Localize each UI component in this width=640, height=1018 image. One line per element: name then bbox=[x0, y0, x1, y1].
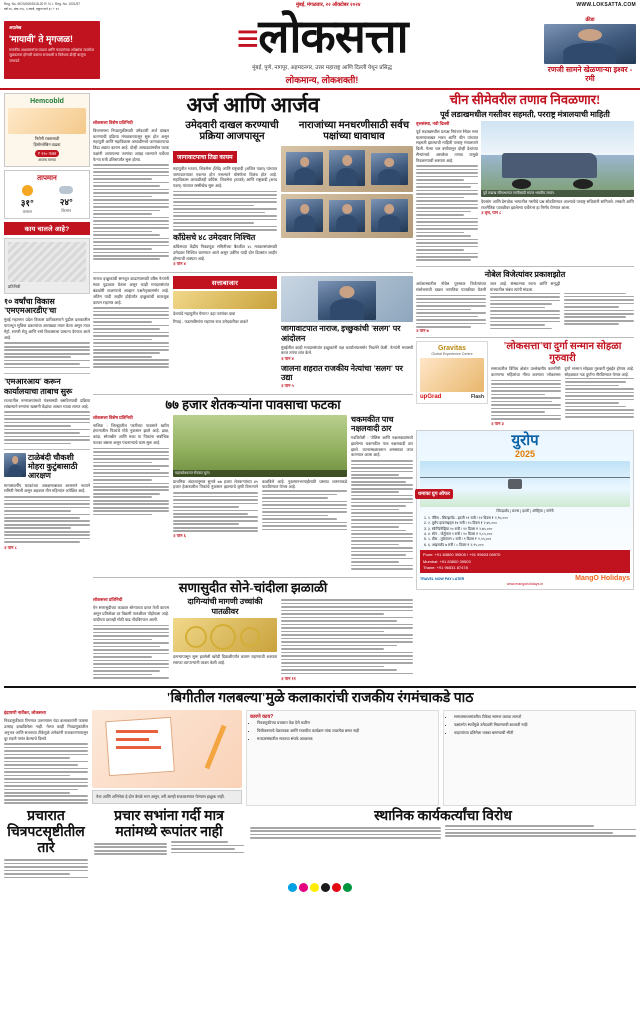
bottom-filler bbox=[4, 743, 88, 804]
weather-high-label: कमाल bbox=[22, 209, 32, 215]
farmer-text-col bbox=[93, 415, 169, 572]
lead-photo-bottom bbox=[281, 194, 413, 238]
gold-body-2: दसऱ्यापासून सुरू झालेली खरेदी दिवाळीपर्यंत कायम राहण्याची शक्यता सराफा व्यापाऱ्यांनी व्यक्त केली आहे. bbox=[173, 653, 277, 665]
durga-headline: 'लोकसत्ता'चा दुर्गा सन्मान सोहळा गुरुवारी bbox=[503, 341, 622, 364]
editorial-body: राजकीय आश्वासनांचा पाऊस आणि मतदारांच्या अपेक्षांचा ताळमेळ जुळवताना होणारी कसरत सत्ताधारी व विरोधक दोन्ही बाजूंना जाणवते. bbox=[9, 48, 94, 63]
left-story-3-filler bbox=[4, 496, 90, 543]
bullet-item: • चाहत्यांच्या प्रतिमेला धक्का बसण्याची भीती bbox=[454, 730, 632, 736]
lead-box-1-body: महायुतीत भाजप, शिवसेना (शिंदे) आणि राष्ट्रवादी (अजित पवार) यांच्यात जागावाटपावर एकमत होत नसल्याने घोषणेला विलंब होत आहे. महाविकास आघाडीतही काँग्रेस, शिवसेना (ठाकरे) आणि राष्ट्रवादी (शरद पवार) यांच्यात रस्सीखेच सुरू आहे. bbox=[173, 165, 277, 189]
page-body bbox=[0, 90, 640, 682]
bottom-sub-right-title: स्थानिक कार्यकर्त्यांचा विरोध bbox=[374, 808, 512, 824]
sattabazar-title: सत्ताबाजार bbox=[173, 276, 277, 289]
china-photo-caption: पूर्व लडाख सीमाभागात गस्तीसाठी सज्ज भारतीय जवान. bbox=[481, 190, 634, 197]
travel-hero-image bbox=[420, 461, 630, 507]
sattabazar-item-0[interactable]: देशपांडे महायुतीत येणार? दहा जागांवर दावा bbox=[173, 311, 236, 317]
masthead bbox=[0, 12, 640, 90]
sports-photo bbox=[544, 24, 636, 64]
bottom-sub-left-filler bbox=[4, 859, 88, 878]
left-story-1-body: मुंबई महानगर प्रदेश विकास प्राधिकरणाने पुढील दशकातील पायाभूत सुविधा प्रकल्पांचा आराखडा तयार केला असून त्यात मेट्रो, सागरी सेतू आणि रस्ते विकासाला प्राधान्य देण्यात आले आहे. bbox=[4, 317, 90, 340]
bottom-sub-mid-title: प्रचार सभांना गर्दी मात्र मतांमध्ये रूपांतर नाही bbox=[114, 808, 224, 841]
nobel-jump[interactable]: ॥ पान ७ bbox=[416, 328, 429, 334]
issue-line: वर्ष ९७, अंक २९५, ६ रुपये, एकूण पाने ३० + १२ bbox=[4, 6, 59, 11]
gold-text-col bbox=[93, 597, 169, 682]
gold-byline: लोकसत्ता प्रतिनिधी bbox=[93, 597, 123, 603]
china-filler bbox=[416, 165, 478, 261]
cmyk-dot-magenta bbox=[299, 883, 308, 892]
travel-package-item: 5. ५. ग्रीस - तुर्कस्तान ८ रात्री / ९ दिवस ₹ १,५५,००० bbox=[428, 537, 630, 542]
ad-price: ₹ ९९० फक्त bbox=[35, 150, 59, 158]
ad-mango-holidays[interactable] bbox=[416, 430, 634, 591]
jalna-jump[interactable]: ॥ पान ५ bbox=[281, 382, 294, 388]
travel-website[interactable]: www.mangoholidays.in bbox=[506, 582, 544, 587]
farmer-photo-caption: महाबळेश्वरात रोपवाट मुलं। bbox=[173, 470, 347, 477]
farmer-body: नाशिक : जिल्ह्यातील परतीच्या पावसाने खरीप हंगामातील पिकांचे मोठे नुकसान झाले आहे. द्राक्ष, कांदा, सोयाबीन आणि मका या पिकांना सर्वाधिक फटका बसला असून पंचनाम्याचे काम सुरू आहे. bbox=[93, 422, 169, 445]
travel-destinations: स्वित्झर्लंड | फ्रान्स | इटली | ऑस्ट्रिया | जर्मनी bbox=[496, 508, 554, 513]
weather-high bbox=[21, 185, 34, 215]
upgrad-logo: upGrad bbox=[420, 394, 442, 401]
lead-box-1-kicker: जागावाटपाचा तिढा कायम bbox=[173, 151, 237, 163]
china-body-2: देपसांग आणि डेमचोक भागातील गस्तीचे प्रश्न सोडविण्यात आल्याचे परराष्ट्र सचिवांनी सांगितले. लष्करी आणि राजनैतिक पातळीवर झालेल्या चर्चेनंतर हा निर्णय घेण्यात आला. bbox=[481, 198, 634, 210]
travel-package-item: 4. ४. स्पेन - पोर्तुगाल ९ रात्री / १० दिवस ₹ १,८५,००० bbox=[428, 532, 630, 537]
bottom-sub-left[interactable] bbox=[4, 809, 88, 880]
lead-left-body: विधानसभा निवडणुकीसाठी उमेदवारी अर्ज दाखल करण्याची प्रक्रिया मंगळवारपासून सुरू होत असून महायुती आणि महाविकास आघाडीमध्ये जागावाटपाचा तिढा अद्याप कायम आहे. दोन्ही आघाड्यांमधील घटक पक्षांनी आपापल्या जागांचा आग्रह धरल्याने चर्चेच्या फेऱ्या रात्री उशिरापर्यंत सुरू होत्या. bbox=[93, 127, 169, 162]
bottom-feature bbox=[4, 686, 636, 880]
mic-story-jump[interactable]: ॥ पान ४ bbox=[281, 356, 294, 362]
left-story-1-filler bbox=[4, 342, 90, 368]
travel-package-item: 3. ३. स्कॅन्डिनेव्हिया १० रात्री / ११ दिवस ₹ २,७५,००० bbox=[428, 527, 630, 532]
lead-story[interactable] bbox=[93, 93, 413, 268]
sports-title: रणजी सामने खेळणाऱ्या इश्वर - रमी bbox=[547, 64, 633, 84]
china-text-col bbox=[416, 121, 478, 263]
gold-extra-filler bbox=[281, 599, 413, 674]
durga-body: समाजातील विविध क्षेत्रांत उल्लेखनीय कामगिरी करणाऱ्या महिलांचा गौरव करणारा 'लोकसत्ता दुर्गा' सन्मान सोहळा गुरुवारी मुंबईत होणार आहे. सोहळ्यात नऊ दुर्गांना गौरविण्यात येणार आहे. bbox=[491, 366, 634, 378]
travel-package-item: 2. २. युरोप हायलाइट्स १४ रात्री / १५ दिवस ₹ २,४५,००० bbox=[428, 521, 630, 526]
gold-filler bbox=[93, 625, 169, 679]
travel-phone-mumbai[interactable]: Mumbai: +91 83800 39503 bbox=[423, 558, 471, 564]
paper-title: ≡लोकसत्ता bbox=[236, 10, 408, 62]
weather-title: तापमान bbox=[37, 175, 57, 183]
ad-line2: हिमोग्लोबिन वाढवा bbox=[33, 141, 61, 147]
left-story-2-filler bbox=[4, 411, 90, 444]
cmyk-dot-cyan bbox=[288, 883, 297, 892]
china-photo-col bbox=[481, 121, 634, 263]
left-story-1-title: १० वर्षांचा विकास 'एमएमआरडीए'चा bbox=[4, 297, 57, 316]
mic-story-title: जागावाटपात नाराज, इच्छुकांची 'सलग' पर आंदोलन bbox=[281, 324, 401, 343]
travel-package-item: 6. ६. आइसलँड ७ रात्री / ८ दिवस ₹ २,९५,००० bbox=[428, 543, 630, 548]
lead-photo-top bbox=[281, 146, 413, 192]
gravitas-logo: Gravitas bbox=[437, 345, 467, 353]
left-illustration-caption: प्रतिनिधी bbox=[8, 284, 21, 290]
ad-gravitas[interactable] bbox=[416, 341, 488, 404]
registration-number: Reg. No. MCS/069/2018-20 R. N. I. Reg. No. 1001/57 bbox=[4, 2, 81, 6]
travel-deal-badge: धमाका ग्रुप ऑफर bbox=[415, 489, 453, 499]
nobel-filler bbox=[416, 293, 634, 328]
bottom-subheads bbox=[4, 809, 636, 880]
gravitas-sub: Global Experience Centre bbox=[431, 352, 473, 357]
lead-left-rail bbox=[93, 120, 169, 268]
china-subhead: पूर्व लडाखमधील गस्तीवर सहमती, परराष्ट्र मंत्रालयाची माहिती bbox=[440, 109, 610, 119]
nobel-story[interactable] bbox=[416, 270, 634, 334]
travel-phone-thane[interactable]: Thane: +91 96531 87478 bbox=[423, 564, 468, 570]
china-jump[interactable]: ॥ वृत्त, पान ८ bbox=[481, 210, 502, 216]
registration-info bbox=[4, 2, 80, 12]
edition-date: मुंबई, मंगळवार, २२ ऑक्टोबर २०२४ bbox=[295, 2, 361, 8]
gold-jump[interactable]: ॥ पान ११ bbox=[281, 676, 296, 682]
lead-box-2-jump[interactable]: ॥ पान ४ bbox=[173, 261, 186, 267]
editorial-promo[interactable] bbox=[4, 21, 100, 79]
website-url[interactable]: WWW.LOKSATTA.COM bbox=[576, 2, 636, 8]
mic-story[interactable] bbox=[281, 276, 413, 388]
bullet-item: • निवडणुकीच्या प्रचारात वेळ देणे कठीण bbox=[257, 720, 435, 726]
china-byline: वृत्तसंस्था, नवी दिल्ली bbox=[416, 120, 450, 126]
travel-package-item: 1. १. पॅरिस - स्वित्झर्लंड - इटली ११ रात्री / १२ दिवस ₹ १,९५,००० bbox=[428, 516, 630, 521]
bottom-sub-mid[interactable] bbox=[94, 809, 244, 880]
farmer-story[interactable] bbox=[93, 398, 413, 572]
lead-box-1-filler bbox=[173, 191, 277, 231]
left-story-2-body: राज्यातील रुग्णालयांमध्ये यंत्रसामग्री बसविण्याची प्रक्रिया लांबल्याने रुग्णांना खासगी केंद्रांचा आधार घ्यावा लागत आहे. bbox=[4, 397, 90, 409]
weather-high-value: ३१° bbox=[20, 198, 34, 209]
jalna-title: जालना शहरात राजकीय नेत्यांचा 'सलग' पर उद्या bbox=[281, 364, 403, 383]
gold-extra-col bbox=[281, 597, 413, 682]
mic-story-body: मुंबईतील काही मतदारसंघांत इच्छुकांनी पक्ष कार्यालयासमोर निदर्शने केली. नेत्यांनी मध्यस्थी करत त्यांना शांत केले. bbox=[281, 344, 413, 356]
bottom-body: निवडणुकीच्या रिंगणात उतरण्यास यंदा कलाकारांनी फारसा उत्साह दाखविलेला नाही. गेल्या काही निवडणुकांतील अनुभव आणि सततच्या टीकेमुळे अनेकांनी राजकारणापासून दूर राहणे पसंत केल्याचे दिसते. bbox=[4, 718, 88, 741]
left-story-3-body: मागासवर्गीय घटकांच्या आरक्षणाबाबत शासनाने नव्याने समिती नेमली असून अहवाल तीन महिन्यांत अपेक्षित आहे. bbox=[4, 482, 90, 494]
travel-euro-title: युरोप bbox=[511, 432, 539, 449]
mic-photo bbox=[281, 276, 413, 322]
durga-story[interactable] bbox=[491, 341, 634, 426]
nobel-title: नोबेल विजेत्यांवर प्रकाशझोत bbox=[484, 269, 566, 279]
bottom-sub-right-filler bbox=[250, 825, 636, 840]
weather-low-value: २४° bbox=[59, 197, 73, 208]
lead-continued bbox=[93, 276, 169, 388]
farmer-photo bbox=[173, 415, 347, 477]
cloud-icon bbox=[59, 186, 73, 194]
farmer-body-2: प्राथमिक अंदाजानुसार सुमारे ७७ हजार शेतकऱ्यांच्या ४५ हजार हेक्टरवरील पिकांचे नुकसान झाल्याचे कृषी विभागाने कळविले आहे. नुकसानभरपाईसाठी प्रस्ताव शासनाकडे पाठविण्यात येणार आहे. bbox=[173, 478, 347, 490]
bottom-bullets-left bbox=[246, 710, 439, 806]
left-story-2-title: 'एमआरआय' करून कार्यालयाचा ताबाच सुरू bbox=[4, 377, 73, 396]
ad-brand: Hemcobld bbox=[30, 97, 64, 105]
lead-box-1[interactable] bbox=[173, 146, 277, 268]
bottom-bullets-right bbox=[443, 710, 636, 806]
sports-promo[interactable] bbox=[544, 17, 636, 83]
ad-cta[interactable]: आजच मागवा bbox=[38, 158, 56, 163]
bottom-bullets-col bbox=[246, 710, 636, 806]
farmer-photo-col bbox=[173, 415, 347, 572]
bottom-left-col bbox=[4, 710, 88, 806]
farmer-jump[interactable]: ॥ पान ६ bbox=[173, 532, 186, 538]
lead-box-2-title: काँग्रेसचे ४८ उमेदवार निश्चित bbox=[173, 232, 256, 242]
bullet-item: • चित्रीकरणाचे वेळापत्रक आणि राजकीय कार्यक्रम यांचा ताळमेळ बसत नाही bbox=[257, 728, 435, 734]
bottom-byline: इंद्रायणी नार्वेकर, लोकसत्ता bbox=[4, 710, 46, 716]
mango-holidays-logo: MangO Holidays bbox=[575, 575, 630, 583]
cmyk-dot-black bbox=[321, 883, 330, 892]
sattabazar-item-1[interactable]: रिपाइं - फडणवीसांना राहणार राज उमेदवारीवर ठाकरे bbox=[173, 319, 248, 325]
cmyk-registration-marks bbox=[0, 880, 640, 894]
ad-gravitas-wrap[interactable] bbox=[416, 341, 488, 426]
cmyk-dot-yellow bbox=[310, 883, 319, 892]
farmer-filler-2 bbox=[173, 490, 347, 533]
flash-logo: Flash bbox=[470, 394, 484, 401]
left-story-3-photo bbox=[4, 453, 26, 477]
china-headline: चीन सीमेवरील तणाव निवळणार! bbox=[449, 91, 601, 107]
bottom-quote-box bbox=[92, 790, 242, 804]
farmer-filler-1 bbox=[93, 448, 169, 516]
left-story-3[interactable] bbox=[4, 453, 90, 551]
logo-mark-icon: ≡ bbox=[236, 15, 259, 61]
weather-widget bbox=[4, 170, 90, 219]
sports-kicker: क्रीडा bbox=[585, 16, 595, 23]
main-column bbox=[93, 93, 413, 682]
farmer-headline: ७७ हजार शेतकऱ्यांना पावसाचा फटका bbox=[165, 396, 341, 412]
naxal-body: गडचिरोली : पोलिस आणि नक्षलवाद्यांमध्ये झालेल्या चकमकीत पाच नक्षलवादी ठार झाले. घटनास्थळावरून शस्त्रसाठा जप्त करण्यात आला आहे. bbox=[351, 434, 413, 458]
weather-low-label: किमान bbox=[61, 208, 72, 214]
paper-motto: लोकमान्य, लोकशक्ती! bbox=[285, 74, 359, 85]
lead-continued-filler bbox=[93, 307, 169, 368]
china-photo bbox=[481, 121, 634, 197]
whats-happening-bar[interactable]: काय चालले आहे? bbox=[4, 222, 90, 235]
naxal-title: चकमकीत पाच नक्षलवादी ठार bbox=[351, 414, 394, 433]
sattabazar-box[interactable] bbox=[173, 276, 277, 388]
gold-subhead: दागिन्यांची मागणी उच्चांकी पातळीवर bbox=[187, 597, 263, 616]
bottom-sub-mid-filler bbox=[94, 841, 244, 856]
masthead-logo bbox=[100, 10, 544, 86]
gold-body: ऐन सणासुदीच्या काळात सोन्याच्या दरात तेजी कायम असून प्रतितोळा दर विक्रमी पातळीवर पोहोचला आहे. चांदीच्या दरातही मोठी वाढ नोंदविण्यात आली. bbox=[93, 605, 169, 623]
left-story-2[interactable] bbox=[4, 377, 90, 446]
lead-left-filler bbox=[93, 164, 169, 260]
bullet-item: • मतदारसंघातील सततचा संपर्क आवश्यक bbox=[257, 736, 435, 742]
bullet-item: • समाजमाध्यमांवरील टीकेचा सामना करावा लागतो bbox=[454, 714, 632, 720]
editorial-title: 'मायावी' ते मृगजळ! bbox=[9, 33, 73, 44]
left-column bbox=[4, 93, 90, 682]
durga-filler bbox=[491, 378, 634, 421]
left-story-3-title: टाळेबंदी चौकशी मोहरा कुटुंबासाठी आरक्षण bbox=[28, 453, 78, 481]
cmyk-dot-green bbox=[343, 883, 352, 892]
lead-continued-body: नाराज इच्छुकांची समजूत काढण्यासाठी वरिष्ठ नेत्यांनी स्वतः पुढाकार घेतला असून काही मतदारसंघांत बंडखोरी टाळण्याचे आव्हान पक्षनेतृत्वासमोर आहे. अंतिम यादी जाहीर होईपर्यंत इच्छुकांची धाकधूक कायम राहणार आहे. bbox=[93, 276, 169, 305]
naxal-story[interactable] bbox=[351, 415, 413, 572]
sun-icon bbox=[22, 185, 33, 196]
cmyk-dot-red bbox=[332, 883, 341, 892]
travel-year: 2025 bbox=[514, 448, 536, 459]
bottom-quote: नेता आणि अभिनेता हे दोन वेगळे भाग असून, तरी आम्ही राजकारणात येण्यास इच्छुक नाही. bbox=[96, 794, 225, 800]
bullet-item: • पक्षांतर्गत स्पर्धेमुळे उमेदवारी मिळण्याची शाश्वती नाही bbox=[454, 722, 632, 728]
left-story-3-jump[interactable]: ॥ पान ८ bbox=[4, 544, 17, 550]
lead-photos bbox=[281, 146, 413, 268]
ad-hemcobld[interactable] bbox=[4, 93, 90, 168]
mid-secondary-row bbox=[93, 276, 413, 388]
gold-sub-col bbox=[173, 597, 277, 682]
bottom-headline: 'बिगीतील गलबल्या'मुळे कलाकारांची राजकीय रंगमंचाकडे पाठ bbox=[166, 691, 474, 707]
gravitas-image bbox=[420, 358, 484, 392]
travel-now-pay-later: TRAVEL NOW PAY LATER bbox=[420, 576, 465, 581]
bottom-sub-left-title: प्रचारात चित्रपटसृष्टीतील तारे bbox=[7, 808, 85, 857]
travel-contact-bar[interactable] bbox=[420, 550, 630, 573]
gold-photo bbox=[173, 618, 277, 652]
bottom-illustration-col bbox=[92, 710, 242, 806]
naxal-filler bbox=[351, 460, 413, 570]
left-illustration bbox=[4, 238, 90, 294]
lead-subhead-mid: उमेदवारी दाखल करण्याची प्रक्रिया आजपासून bbox=[185, 119, 279, 143]
lead-center bbox=[173, 120, 413, 268]
editions-line: मुंबई, पुणे, नागपूर, अहमदनगर, उत्तर महाराष्ट्र आणि दिल्ली येथून प्रसिद्ध bbox=[252, 64, 392, 71]
nobel-body: अर्थशास्त्रातील नोबेल पुरस्कार विजेत्यांच्या संशोधनाची दखल जागतिक पातळीवर घेतली जात आहे. संस्थात्मक रचना आणि समृद्धी यांच्यातील संबंध त्यांनी मांडला. bbox=[416, 281, 560, 292]
gold-story[interactable] bbox=[93, 581, 413, 682]
lead-subhead-right: नाराजांच्या मनधरणीसाठी सर्वच पक्षांच्या धावाधाव bbox=[298, 119, 410, 143]
durga-jump[interactable]: ॥ पान ३ bbox=[491, 420, 504, 426]
gold-headline: सणासुदीत सोने-चांदीला झळाळी bbox=[178, 579, 328, 595]
sattabazar-banner-image bbox=[173, 291, 277, 309]
travel-phone-pune[interactable]: Pune: +91 83800 39505 / +91 99603 08970 bbox=[423, 552, 501, 558]
lead-box-2-body: काँग्रेसच्या केंद्रीय निवडणूक समितीच्या बैठकीत ४८ मतदारसंघांसाठी उमेदवार निश्चित करण्यात आले असून उर्वरित यादी दोन दिवसांत जाहीर होण्याची शक्यता आहे. bbox=[173, 243, 277, 261]
farmer-byline: लोकसत्ता विशेष प्रतिनिधी bbox=[93, 414, 133, 420]
bottom-question: कारणे काय? bbox=[250, 714, 274, 721]
ad-product-image bbox=[8, 108, 86, 134]
bottom-sub-right[interactable] bbox=[250, 809, 636, 880]
left-story-1[interactable] bbox=[4, 297, 90, 370]
china-body: पूर्व लडाखमधील प्रत्यक्ष नियंत्रण रेषेवर गस्त घालण्याबाबत भारत आणि चीन यांच्यात सहमती झाल्याची माहिती परराष्ट्र मंत्रालयाने दिली. गेल्या चार वर्षांपासून दोन्ही देशांच्या सैन्यांमध्ये असलेला तणाव यामुळे निवळण्याची शक्यता आहे. bbox=[416, 128, 478, 163]
china-story[interactable] bbox=[416, 93, 634, 263]
editorial-kicker: अग्रलेख bbox=[9, 24, 22, 30]
bottom-illustration bbox=[92, 710, 242, 788]
weather-low bbox=[59, 185, 73, 215]
travel-package-list bbox=[428, 516, 630, 548]
lead-headline: अर्ज आणि आर्जव bbox=[186, 92, 320, 117]
lead-byline: लोकसत्ता विशेष प्रतिनिधी bbox=[93, 119, 133, 125]
right-column bbox=[416, 93, 634, 682]
ad-line1: निरोगी रक्तासाठी bbox=[34, 136, 60, 142]
durga-row bbox=[416, 341, 634, 426]
